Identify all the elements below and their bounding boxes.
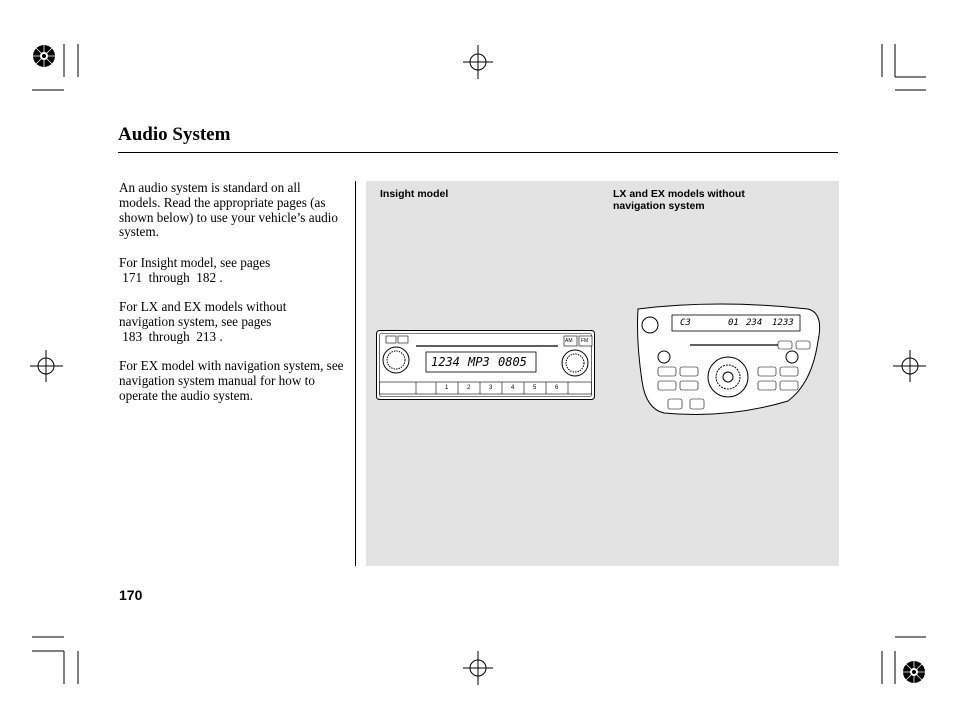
insight-preset-2[interactable]: 2: [467, 385, 471, 391]
insight-display-time: 0805: [498, 355, 527, 369]
lx-display-disc: C3: [680, 318, 691, 328]
title-rule: [118, 152, 838, 153]
insight-page-range-link[interactable]: 171 through 182 .: [119, 269, 223, 285]
lx-ex-page-range-link[interactable]: 183 through 213 .: [119, 328, 223, 344]
page-number: 170: [119, 587, 143, 603]
insight-display-frequency: 1234: [431, 355, 460, 369]
audio-figure-panel: [366, 181, 839, 566]
insight-preset-1[interactable]: 1: [445, 385, 449, 391]
lx-display-track: 01: [728, 318, 739, 328]
insight-am-button[interactable]: AM: [565, 338, 573, 344]
insight-caption: Insight model: [380, 188, 449, 200]
intro-paragraph: An audio system is standard on all models. Read the appropriate pages (as shown below) to use your vehicle’s audio system.: [119, 180, 339, 240]
lx-ex-caption: LX and EX models without navigation system: [613, 188, 745, 212]
insight-fm-button[interactable]: FM: [581, 338, 589, 344]
insight-display-mode: MP3: [468, 355, 490, 369]
insight-preset-3[interactable]: 3: [489, 385, 493, 391]
insight-reference: [119, 256, 344, 286]
lx-ex-reference: [119, 300, 344, 344]
lx-display-time: 234: [746, 318, 763, 328]
navigation-reference: For EX model with navigation system, see navigation system manual for how to operate the audio system.: [119, 358, 344, 403]
insight-preset-6[interactable]: 6: [555, 385, 559, 391]
lx-display-clock: 1233: [772, 318, 794, 328]
insight-preset-4[interactable]: 4: [511, 385, 515, 391]
page-title: Audio System: [118, 124, 231, 145]
lx-ex-audio-unit: [628, 301, 828, 419]
insight-audio-unit: [376, 330, 596, 400]
insight-preset-5[interactable]: 5: [533, 385, 537, 391]
insight-reference-text: For Insight model, see pages: [119, 255, 271, 270]
lx-ex-reference-text: For LX and EX models without navigation system, see pages: [119, 299, 287, 329]
column-divider: [355, 181, 356, 566]
